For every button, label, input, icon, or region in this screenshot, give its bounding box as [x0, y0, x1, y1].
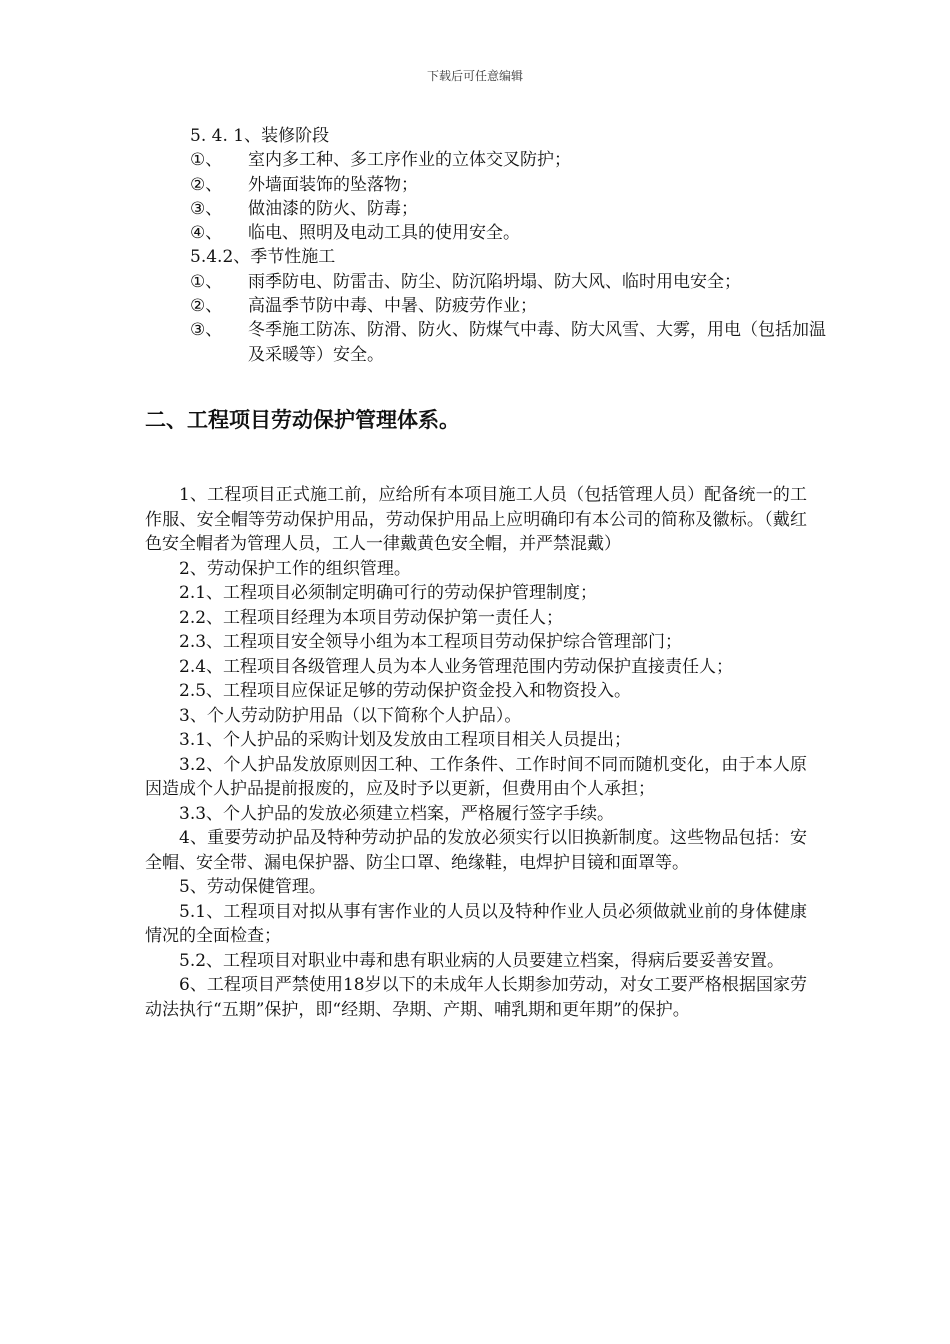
paragraph: 2.1、工程项目必须制定明确可行的劳动保护管理制度； — [179, 583, 598, 603]
section-541-title: 5. 4. 1、装修阶段 — [190, 126, 330, 146]
list-item — [190, 148, 830, 172]
paragraph: 1、工程项目正式施工前，应给所有本项目施工人员（包括管理人员）配备统一的工作服、安全帽等劳动保护用品，劳动保护用品上应明确印有本公司的简称及徽标。（戴红色安全帽者为管理人员，工人一律戴黄色安全帽，并严禁混戴） — [145, 485, 807, 554]
item-number: ④、 — [190, 223, 223, 244]
paragraph: 6、工程项目严禁使用18岁以下的未成年人长期参加劳动，对女工要严格根据国家劳动法执行“五期”保护，即“经期、孕期、产期、哺乳期和更年期”的保护。 — [145, 975, 807, 1020]
body-text — [145, 483, 807, 1022]
section-542-title: 5.4.2、季节性施工 — [190, 247, 336, 268]
item-text: 高温季节防中毒、中暑、防疲劳作业； — [248, 296, 537, 317]
item-number: ②、 — [190, 296, 223, 317]
item-text: 做油漆的防火、防毒； — [248, 198, 418, 219]
item-text: 室内多工种、多工序作业的立体交叉防护； — [248, 150, 571, 171]
list-item — [190, 318, 830, 367]
paragraph: 5、劳动保健管理。 — [179, 877, 326, 897]
paragraph: 2、劳动保护工作的组织管理。 — [179, 558, 411, 579]
section-heading: 二、工程项目劳动保护管理体系。 — [145, 407, 460, 432]
paragraph: 3.2、个人护品发放原则因工种、工作条件、工作时间不同而随机变化，由于本人原因造成个人护品提前报废的，应及时予以更新，但费用由个人承担； — [145, 754, 807, 799]
item-number: ②、 — [190, 174, 223, 195]
paragraph: 5.1、工程项目对拟从事有害作业的人员以及特种作业人员必须做就业前的身体健康情况的全面检查； — [145, 901, 807, 946]
paragraph: 2.4、工程项目各级管理人员为本人业务管理范围内劳动保护直接责任人； — [179, 656, 734, 677]
paragraph: 4、重要劳动护品及特种劳动护品的发放必须实行以旧换新制度。这些物品包括：安全帽、安全带、漏电保护器、防尘口罩、绝缘鞋，电焊护目镜和面罩等。 — [145, 828, 807, 873]
item-number: ③、 — [190, 198, 223, 219]
item-number: ①、 — [190, 150, 223, 171]
paragraph: 3、个人劳动防护用品（以下简称个人护品）。 — [179, 705, 522, 726]
item-number: ①、 — [190, 271, 223, 292]
list-item — [190, 173, 830, 197]
paragraph: 5.2、工程项目对职业中毒和患有职业病的人员要建立档案，得病后要妥善安置。 — [179, 950, 785, 971]
paragraph: 3.3、个人护品的发放必须建立档案，严格履行签字手续。 — [179, 803, 615, 824]
paragraph: 2.2、工程项目经理为本项目劳动保护第一责任人； — [179, 607, 564, 628]
page-header: 下载后可任意编辑 — [426, 69, 523, 83]
item-text: 临电、照明及电动工具的使用安全。 — [248, 223, 520, 244]
paragraph: 2.3、工程项目安全领导小组为本工程项目劳动保护综合管理部门； — [179, 632, 683, 652]
item-text: 雨季防电、防雷击、防尘、防沉陷坍塌、防大风、临时用电安全； — [248, 271, 741, 292]
list-item — [190, 294, 830, 318]
list-item — [190, 197, 830, 221]
item-text: 外墙面装饰的坠落物； — [248, 174, 418, 195]
item-number: ③、 — [190, 320, 223, 341]
item-text: 冬季施工防冻、防滑、防火、防煤气中毒、防大风雪、大雾，用电（包括加温及采暖等）安全。 — [248, 320, 826, 365]
paragraph: 2.5、工程项目应保证足够的劳动保护资金投入和物资投入。 — [179, 681, 632, 701]
section-list — [190, 124, 830, 367]
list-item — [190, 270, 830, 294]
paragraph: 3.1、个人护品的采购计划及发放由工程项目相关人员提出； — [179, 730, 632, 750]
list-item — [190, 221, 830, 245]
